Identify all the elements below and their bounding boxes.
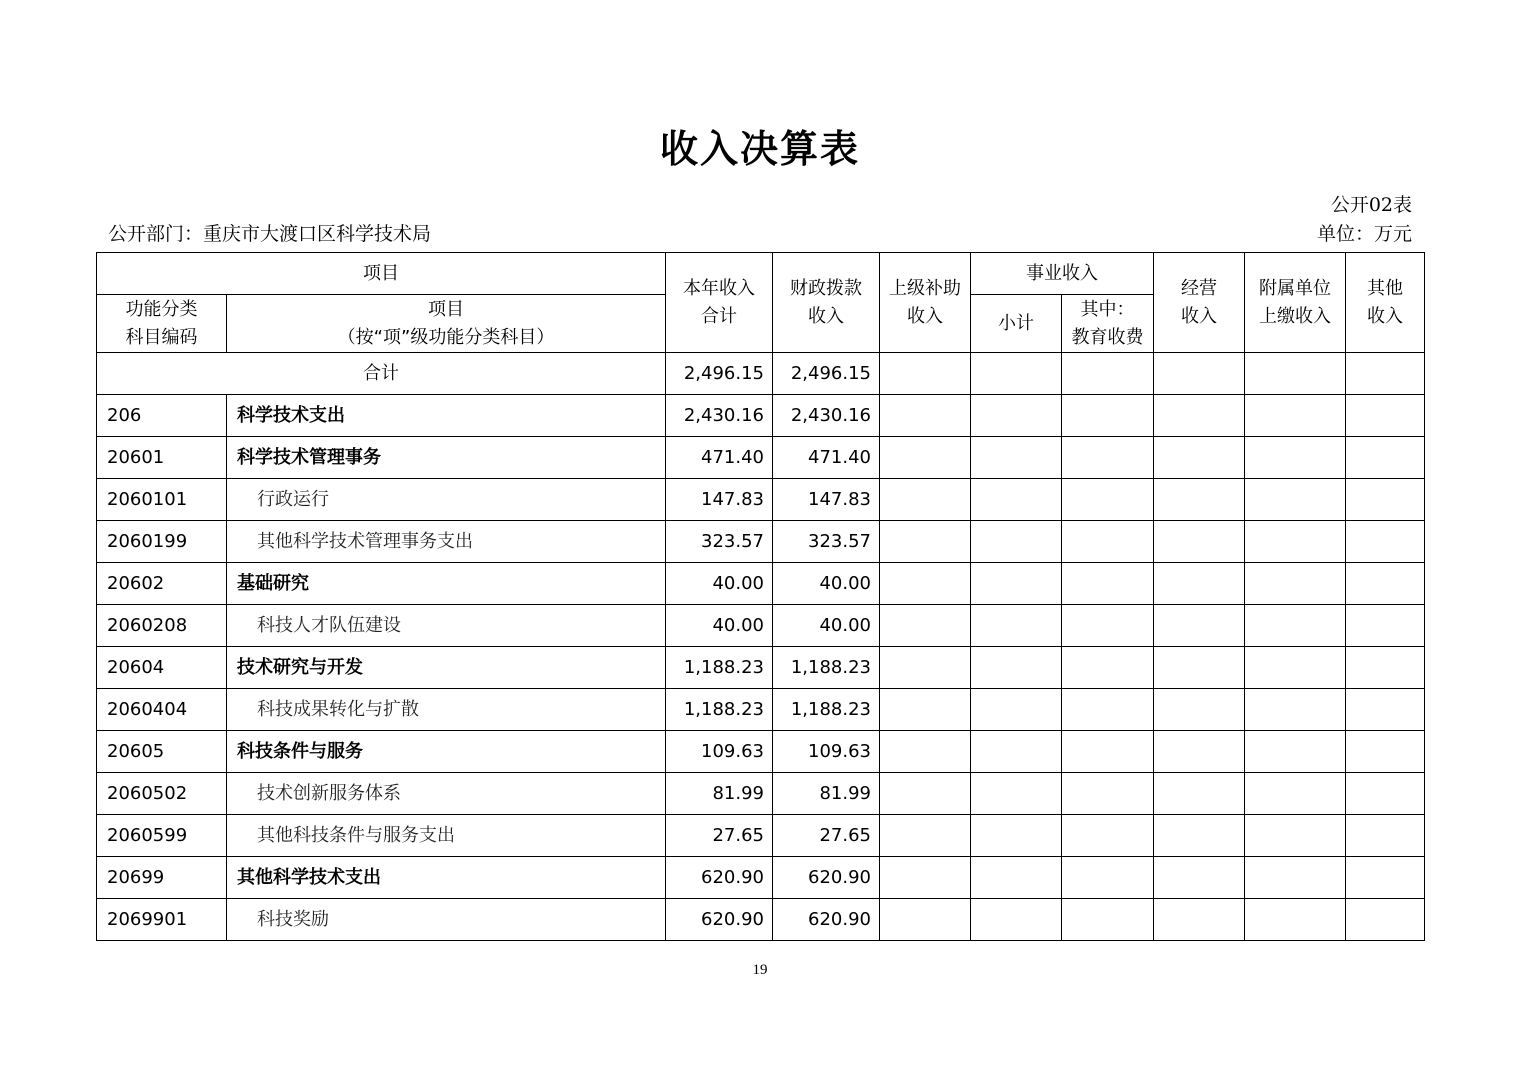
empty-cell xyxy=(1062,815,1154,857)
header-other-line2: 收入 xyxy=(1367,305,1403,327)
row-fiscal: 109.63 xyxy=(773,731,880,773)
row-total-income: 471.40 xyxy=(666,437,773,479)
empty-cell xyxy=(1245,815,1346,857)
empty-cell xyxy=(1154,437,1245,479)
header-project: 项目 xyxy=(97,253,666,295)
row-code: 2060502 xyxy=(97,773,227,815)
table-row xyxy=(97,437,1425,479)
empty-cell xyxy=(971,689,1062,731)
empty-cell xyxy=(1245,731,1346,773)
empty-cell xyxy=(1154,395,1245,437)
header-business-line1: 经营 xyxy=(1181,277,1217,299)
empty-cell xyxy=(1154,479,1245,521)
table-row xyxy=(97,773,1425,815)
row-code: 20605 xyxy=(97,731,227,773)
empty-cell xyxy=(1245,773,1346,815)
empty-cell xyxy=(1245,563,1346,605)
row-total-income: 40.00 xyxy=(666,563,773,605)
empty-cell xyxy=(1346,689,1425,731)
header-fiscal xyxy=(773,253,880,353)
empty-cell xyxy=(1346,395,1425,437)
table-row xyxy=(97,647,1425,689)
row-name: 其他科学技术支出 xyxy=(227,857,666,899)
empty-cell xyxy=(1154,563,1245,605)
empty-cell xyxy=(1154,815,1245,857)
row-code: 2069901 xyxy=(97,899,227,941)
unit-label: 单位：万元 xyxy=(1316,223,1412,245)
row-total-income: 27.65 xyxy=(666,815,773,857)
empty-cell xyxy=(1154,731,1245,773)
row-total-income: 1,188.23 xyxy=(666,689,773,731)
empty-cell xyxy=(1062,689,1154,731)
empty-cell xyxy=(1346,563,1425,605)
row-code: 20602 xyxy=(97,563,227,605)
table-row xyxy=(97,395,1425,437)
empty-cell xyxy=(1154,605,1245,647)
table-row xyxy=(97,857,1425,899)
table-row xyxy=(97,479,1425,521)
header-total-income xyxy=(666,253,773,353)
empty-cell xyxy=(880,647,971,689)
table-row xyxy=(97,731,1425,773)
table-row xyxy=(97,815,1425,857)
row-code: 2060404 xyxy=(97,689,227,731)
row-total-income: 81.99 xyxy=(666,773,773,815)
empty-cell xyxy=(1154,353,1245,395)
header-affiliated xyxy=(1245,253,1346,353)
empty-cell xyxy=(1062,857,1154,899)
row-name: 科技成果转化与扩散 xyxy=(227,689,666,731)
empty-cell xyxy=(1245,605,1346,647)
empty-cell xyxy=(1245,479,1346,521)
empty-cell xyxy=(1346,521,1425,563)
row-total-income: 2,430.16 xyxy=(666,395,773,437)
empty-cell xyxy=(971,563,1062,605)
row-total-income: 323.57 xyxy=(666,521,773,563)
row-total-income: 147.83 xyxy=(666,479,773,521)
header-business xyxy=(1154,253,1245,353)
header-func-code-line1: 功能分类 xyxy=(125,298,198,320)
row-code: 20699 xyxy=(97,857,227,899)
header-fiscal-line2: 收入 xyxy=(808,305,844,327)
empty-cell xyxy=(880,689,971,731)
row-total-income: 620.90 xyxy=(666,899,773,941)
empty-cell xyxy=(1245,647,1346,689)
empty-cell xyxy=(1062,395,1154,437)
empty-cell xyxy=(971,605,1062,647)
empty-cell xyxy=(1346,479,1425,521)
empty-cell xyxy=(971,437,1062,479)
empty-cell xyxy=(1245,521,1346,563)
row-name: 其他科学技术管理事务支出 xyxy=(227,521,666,563)
empty-cell xyxy=(971,521,1062,563)
empty-cell xyxy=(1062,647,1154,689)
empty-cell xyxy=(1062,899,1154,941)
empty-cell xyxy=(971,479,1062,521)
row-name: 科技条件与服务 xyxy=(227,731,666,773)
empty-cell xyxy=(971,857,1062,899)
header-other xyxy=(1346,253,1425,353)
row-fiscal: 147.83 xyxy=(773,479,880,521)
empty-cell xyxy=(880,395,971,437)
empty-cell xyxy=(880,731,971,773)
empty-cell xyxy=(1062,563,1154,605)
row-code: 2060101 xyxy=(97,479,227,521)
row-code: 2060208 xyxy=(97,605,227,647)
empty-cell xyxy=(971,353,1062,395)
header-total-income-line1: 本年收入 xyxy=(683,277,755,299)
header-item-line2: （按“项”级功能分类科目） xyxy=(337,326,555,348)
empty-cell xyxy=(1062,479,1154,521)
row-fiscal: 471.40 xyxy=(773,437,880,479)
empty-cell xyxy=(1154,773,1245,815)
page-number: 19 xyxy=(752,962,768,978)
header-fiscal-line1: 财政拨款 xyxy=(790,277,862,299)
empty-cell xyxy=(1346,857,1425,899)
header-other-line1: 其他 xyxy=(1367,277,1403,299)
header-affiliated-line2: 上缴收入 xyxy=(1259,305,1331,327)
total-income-value: 2,496.15 xyxy=(666,353,773,395)
form-number: 公开02表 xyxy=(1330,194,1412,216)
empty-cell xyxy=(1062,731,1154,773)
row-name: 科学技术支出 xyxy=(227,395,666,437)
row-name: 技术研究与开发 xyxy=(227,647,666,689)
row-name: 基础研究 xyxy=(227,563,666,605)
income-table xyxy=(96,252,1425,941)
empty-cell xyxy=(1346,899,1425,941)
header-career: 事业收入 xyxy=(971,253,1154,295)
empty-cell xyxy=(1245,437,1346,479)
row-fiscal: 1,188.23 xyxy=(773,647,880,689)
row-total-income: 1,188.23 xyxy=(666,647,773,689)
empty-cell xyxy=(1245,353,1346,395)
empty-cell xyxy=(1062,605,1154,647)
empty-cell xyxy=(971,815,1062,857)
empty-cell xyxy=(1346,731,1425,773)
empty-cell xyxy=(880,773,971,815)
empty-cell xyxy=(880,479,971,521)
empty-cell xyxy=(1154,521,1245,563)
header-edu-fee xyxy=(1062,295,1154,353)
empty-cell xyxy=(1062,521,1154,563)
row-total-income: 40.00 xyxy=(666,605,773,647)
header-total-income-line2: 合计 xyxy=(701,305,737,327)
row-code: 2060199 xyxy=(97,521,227,563)
row-name: 其他科技条件与服务支出 xyxy=(227,815,666,857)
empty-cell xyxy=(971,647,1062,689)
row-total-income: 109.63 xyxy=(666,731,773,773)
table-row xyxy=(97,689,1425,731)
row-fiscal: 27.65 xyxy=(773,815,880,857)
empty-cell xyxy=(1346,605,1425,647)
header-item-line1: 项目 xyxy=(428,298,464,320)
row-fiscal: 40.00 xyxy=(773,563,880,605)
empty-cell xyxy=(1245,899,1346,941)
empty-cell xyxy=(1346,353,1425,395)
empty-cell xyxy=(880,857,971,899)
row-fiscal: 620.90 xyxy=(773,899,880,941)
row-code: 20601 xyxy=(97,437,227,479)
row-code: 2060599 xyxy=(97,815,227,857)
row-name: 行政运行 xyxy=(227,479,666,521)
row-name: 科技奖励 xyxy=(227,899,666,941)
total-row xyxy=(97,353,1425,395)
empty-cell xyxy=(1346,437,1425,479)
empty-cell xyxy=(1154,647,1245,689)
empty-cell xyxy=(971,395,1062,437)
empty-cell xyxy=(1154,689,1245,731)
table-row xyxy=(97,899,1425,941)
header-superior xyxy=(880,253,971,353)
empty-cell xyxy=(1346,647,1425,689)
row-fiscal: 620.90 xyxy=(773,857,880,899)
empty-cell xyxy=(1245,395,1346,437)
header-superior-line1: 上级补助 xyxy=(889,277,961,299)
empty-cell xyxy=(1245,689,1346,731)
empty-cell xyxy=(1062,437,1154,479)
header-func-code xyxy=(97,295,227,353)
row-code: 20604 xyxy=(97,647,227,689)
document-title: 收入决算表 xyxy=(659,127,860,171)
empty-cell xyxy=(1154,899,1245,941)
empty-cell xyxy=(971,731,1062,773)
row-fiscal: 2,430.16 xyxy=(773,395,880,437)
empty-cell xyxy=(880,899,971,941)
empty-cell xyxy=(880,437,971,479)
row-name: 技术创新服务体系 xyxy=(227,773,666,815)
header-edu-fee-line2: 教育收费 xyxy=(1071,326,1144,348)
table-row xyxy=(97,605,1425,647)
empty-cell xyxy=(880,563,971,605)
header-superior-line2: 收入 xyxy=(907,305,943,327)
row-name: 科技人才队伍建设 xyxy=(227,605,666,647)
table-row xyxy=(97,563,1425,605)
empty-cell xyxy=(971,773,1062,815)
empty-cell xyxy=(880,353,971,395)
header-affiliated-line1: 附属单位 xyxy=(1259,277,1331,299)
empty-cell xyxy=(1062,773,1154,815)
header-subtotal: 小计 xyxy=(971,295,1062,353)
table-row xyxy=(97,521,1425,563)
empty-cell xyxy=(880,521,971,563)
row-fiscal: 1,188.23 xyxy=(773,689,880,731)
row-code: 206 xyxy=(97,395,227,437)
empty-cell xyxy=(1062,353,1154,395)
department-label: 公开部门：重庆市大渡口区科学技术局 xyxy=(108,223,432,245)
empty-cell xyxy=(1346,815,1425,857)
row-total-income: 620.90 xyxy=(666,857,773,899)
empty-cell xyxy=(1346,773,1425,815)
row-fiscal: 323.57 xyxy=(773,521,880,563)
header-item xyxy=(227,295,666,353)
header-business-line2: 收入 xyxy=(1181,305,1217,327)
header-func-code-line2: 科目编码 xyxy=(125,326,198,348)
total-fiscal-value: 2,496.15 xyxy=(773,353,880,395)
header-edu-fee-line1: 其中： xyxy=(1080,298,1135,320)
total-label: 合计 xyxy=(97,353,666,395)
empty-cell xyxy=(971,899,1062,941)
empty-cell xyxy=(1245,857,1346,899)
row-fiscal: 40.00 xyxy=(773,605,880,647)
empty-cell xyxy=(880,815,971,857)
row-fiscal: 81.99 xyxy=(773,773,880,815)
empty-cell xyxy=(1154,857,1245,899)
empty-cell xyxy=(880,605,971,647)
row-name: 科学技术管理事务 xyxy=(227,437,666,479)
